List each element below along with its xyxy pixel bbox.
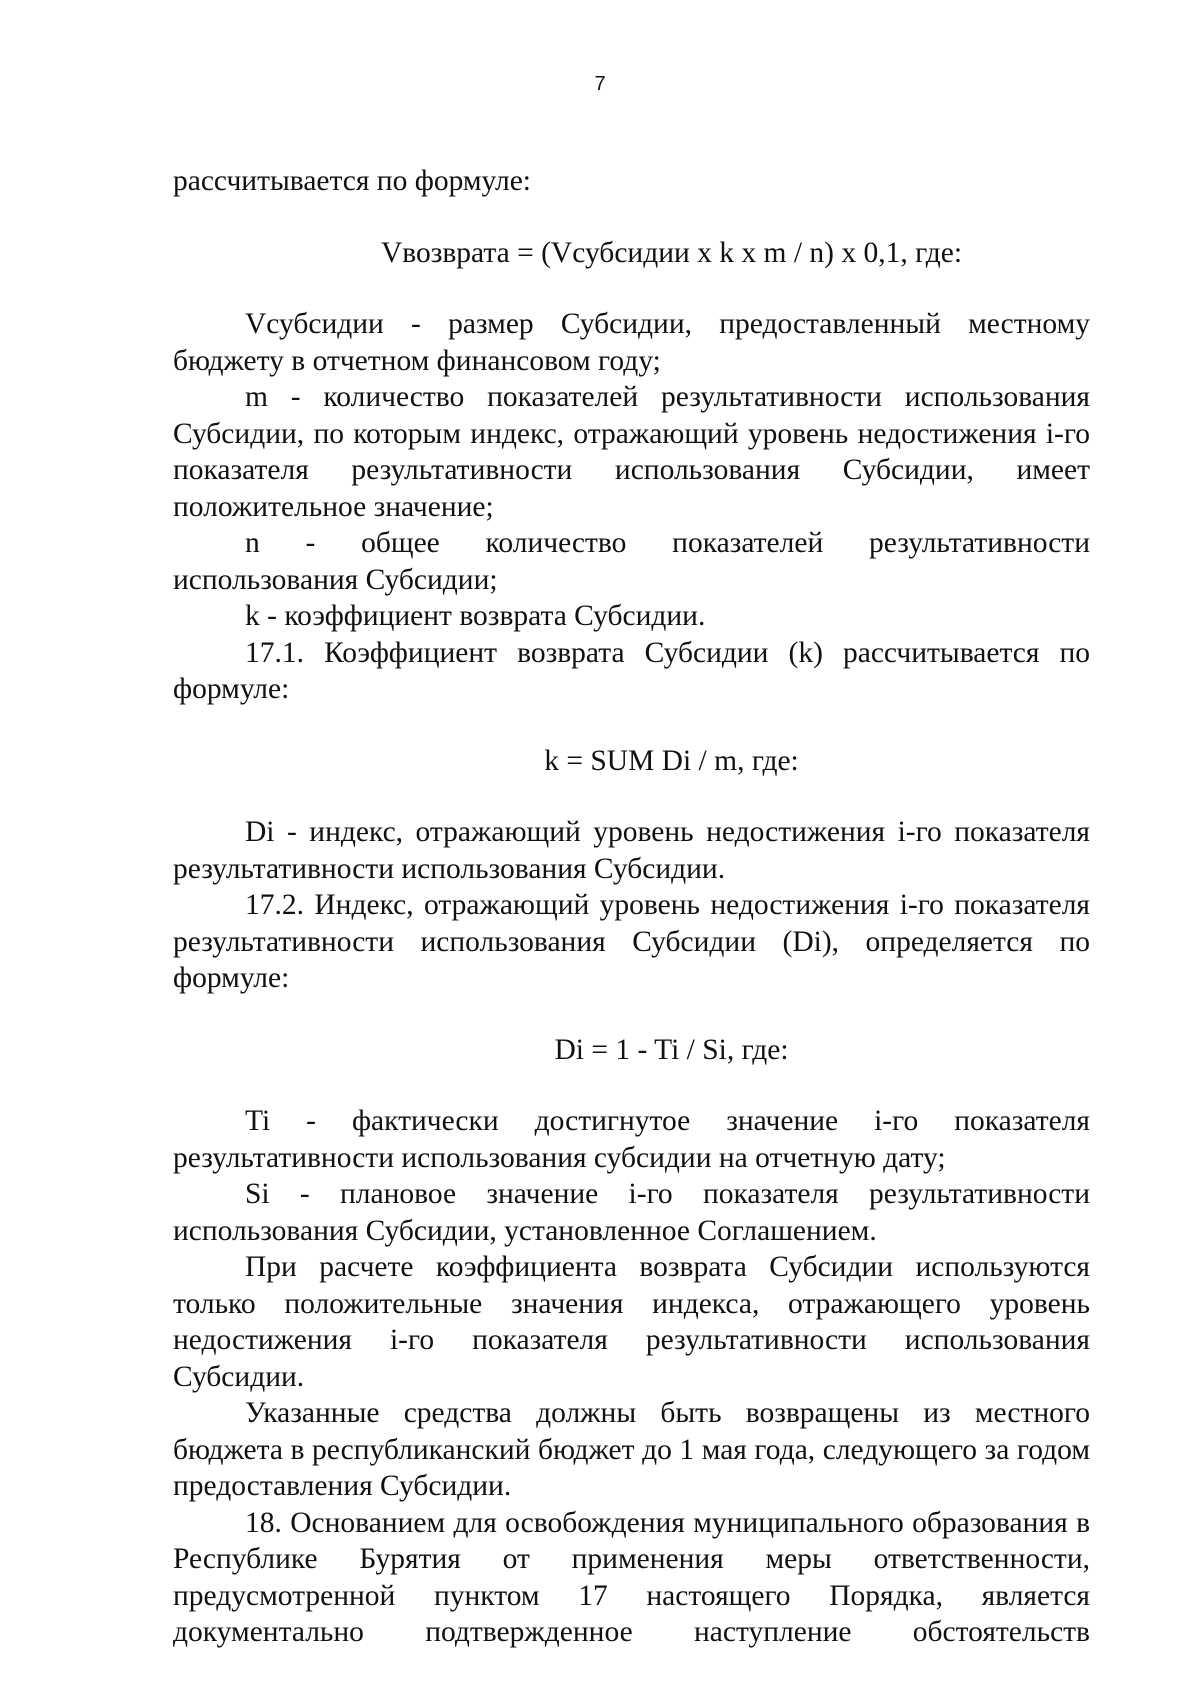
formula-k: k = SUM Di / m, где: [544,744,799,777]
definition-n: n - общее количество показателей результативности использования Субсидии; [173,527,1090,596]
return-deadline-note: Указанные средства должны быть возвращены из местного бюджета в республиканский бюджет до 1 мая года, следующего за годом предоставления Субсидии. [173,1397,1090,1502]
definition-k: k - коэффициент возврата Субсидии. [245,600,706,632]
definition-m: m - количество показателей результативности использования Субсидии, по которым индекс, отражающий уровень недостижения i-го показателя результативности использования Субсидии, имеет положительное значение; [173,381,1090,523]
intro-text: рассчитывается по формуле: [173,165,532,197]
definition-si: Si - плановое значение i-го показателя результативности использования Субсидии, установленное Соглашением. [173,1178,1090,1247]
definition-v-subsidy: Vсубсидии - размер Субсидии, предоставленный местному бюджету в отчетном финансовом году; [173,308,1090,377]
formula-return: Vвозврата = (Vсубсидии x k x m / n) x 0,1, где: [380,236,963,269]
page-number: 7 [594,73,606,95]
clause-18: 18. Основанием для освобождения муниципального образования в Республике Бурятия от применения меры ответственности, предусмотренной пунктом 17 настоящего Порядка, является документально подтвержденное наступление обстоятельств [173,1506,1090,1648]
clause-17-1: 17.1. Коэффициент возврата Субсидии (k) рассчитывается по формуле: [173,636,1090,705]
document-body [173,163,1090,1651]
definition-di: Di - индекс, отражающий уровень недостижения i-го показателя результативности использования Субсидии. [173,816,1090,885]
definition-ti: Ti - фактически достигнутое значение i-го показателя результативности использования субсидии на отчетную дату; [173,1105,1090,1174]
formula-di: Di = 1 - Ti / Si, где: [554,1033,789,1066]
clause-17-2: 17.2. Индекс, отражающий уровень недостижения i-го показателя результативности использования Субсидии (Di), определяется по формуле: [173,889,1090,994]
positive-values-note: При расчете коэффициента возврата Субсидии используются только положительные значения индекса, отражающего уровень недостижения i-го показателя результативности использования Субсидии. [173,1251,1090,1393]
